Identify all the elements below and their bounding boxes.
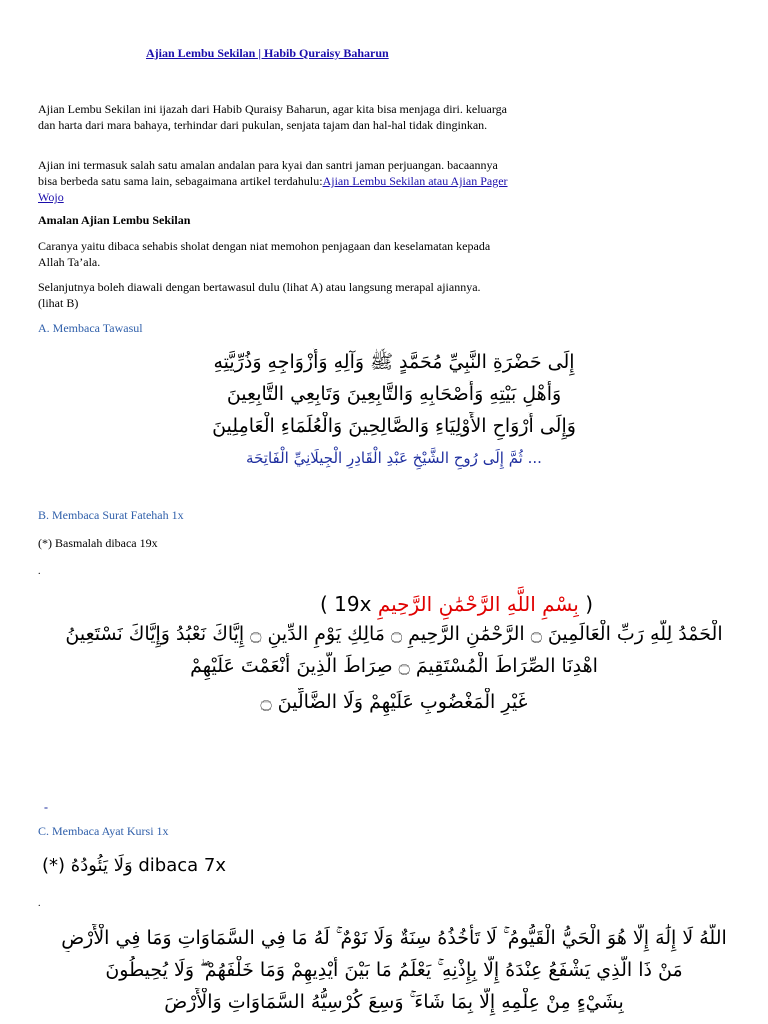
basmalah-arabic: بِسْمِ اللَّهِ الرَّحْمَٰنِ الرَّحِيمِ [377,592,579,616]
intro-paragraph: Ajian Lembu Sekilan ini ijazah dari Habib Quraisy Baharun, agar kita bisa menjaga diri. keluarga dan harta dari mara bahaya, terhindar dari pukulan, senjata tajam dan hal-hal tidak dinginkan. [38,102,507,132]
basmalah-note: (*) Basmalah dibaca 19x [38,536,158,550]
paragraph-4: Selanjutnya boleh diawali dengan bertawasul dulu (lihat A) atau langsung merapal ajiannya. (lihat B) [38,280,481,310]
section-heading: Amalan Ajian Lembu Sekilan [38,213,191,227]
kursi-line-2: مَنْ ذَا الَّذِي يَشْفَعُ عِنْدَهُ إِلَّا بِإِذْنِهِ ۚ يَعْلَمُ مَا بَيْنَ أَيْدِيهِمْ وَمَا خَلْفَهُمْ ۖ وَلَا يُحِيطُونَ [105,959,683,981]
paragraph-2-text: Ajian ini termasuk salah satu amalan andalan para kyai dan santri jaman perjuangan. bacaannya bisa berbeda satu sama lain, sebagaimana artikel terdahulu: [38,158,498,188]
separator-dot: . [38,566,41,577]
fatihah-line-1: الْحَمْدُ لِلَّهِ رَبِّ الْعَالَمِينَ ۝ الرَّحْمَٰنِ الرَّحِيمِ ۝ مَالِكِ يَوْمِ الدِّينِ ۝ إِيَّاكَ نَعْبُدُ وَإِيَّاكَ نَسْتَعِينُ [65,623,723,645]
article-title-link[interactable]: Ajian Lembu Sekilan | Habib Quraisy Baharun [146,46,389,60]
paragraph-2 [38,157,508,205]
basmalah-close: ) [585,592,593,616]
kursi-note: (*) وَلَا يَئُودُهُ dibaca 7x [42,855,227,876]
basmalah-line [320,592,593,616]
tawasul-line-1: إِلَى حَضْرَةِ النَّبِيِّ مُحَمَّدٍ ﷺ وَآلِهِ وَأَزْوَاجِهِ وَذُرِّيَّتِهِ [213,351,575,373]
fatihah-line-2: اهْدِنَا الصِّرَاطَ الْمُسْتَقِيمَ ۝ صِرَاطَ الَّذِينَ أَنْعَمْتَ عَلَيْهِمْ [190,655,598,677]
separator-dot-2: . [38,898,41,909]
related-article-link[interactable]: Ajian Lembu Sekilan atau Ajian Pager Wojo [38,174,508,204]
paragraph-3: Caranya yaitu dibaca sehabis sholat dengan niat memohon penjagaan dan keselamatan kepada Allah Ta’ala. [38,239,491,269]
kursi-line-1: اللَّهُ لَا إِلَٰهَ إِلَّا هُوَ الْحَيُّ الْقَيُّومُ ۚ لَا تَأْخُذُهُ سِنَةٌ وَلَا نَوْمٌ ۚ لَهُ مَا فِي السَّمَاوَاتِ وَمَا فِي الْأَرْضِ [61,927,727,949]
section-a-label: A. Membaca Tawasul [38,321,143,335]
fatihah-line-3: غَيْرِ الْمَغْضُوبِ عَلَيْهِمْ وَلَا الضَّالِّينَ ۝ [260,691,528,713]
tawasul-line-4: ... ثُمَّ إِلَى رُوحِ الشَّيْخِ عَبْدِ الْقَادِرِ الْجِيلَانِيِّ الْفَاتِحَة [246,449,542,467]
basmalah-count: ( 19x [320,592,372,616]
separator-dash: - [44,800,48,814]
kursi-line-3: بِشَيْءٍ مِنْ عِلْمِهِ إِلَّا بِمَا شَاءَ ۚ وَسِعَ كُرْسِيُّهُ السَّمَاوَاتِ وَالْأَرْضَ [164,991,624,1013]
section-b-label: B. Membaca Surat Fatehah 1x [38,508,184,522]
tawasul-line-2: وَأَهْلِ بَيْتِهِ وَأَصْحَابِهِ وَالتَّابِعِينَ وَتَابِعِي التَّابِعِينَ [226,383,562,405]
section-c-label: C. Membaca Ayat Kursi 1x [38,824,169,838]
tawasul-line-3: وَإِلَى أَرْوَاحِ الأَوْلِيَاءِ وَالصَّالِحِينَ وَالْعُلَمَاءِ الْعَامِلِينَ [212,415,576,437]
